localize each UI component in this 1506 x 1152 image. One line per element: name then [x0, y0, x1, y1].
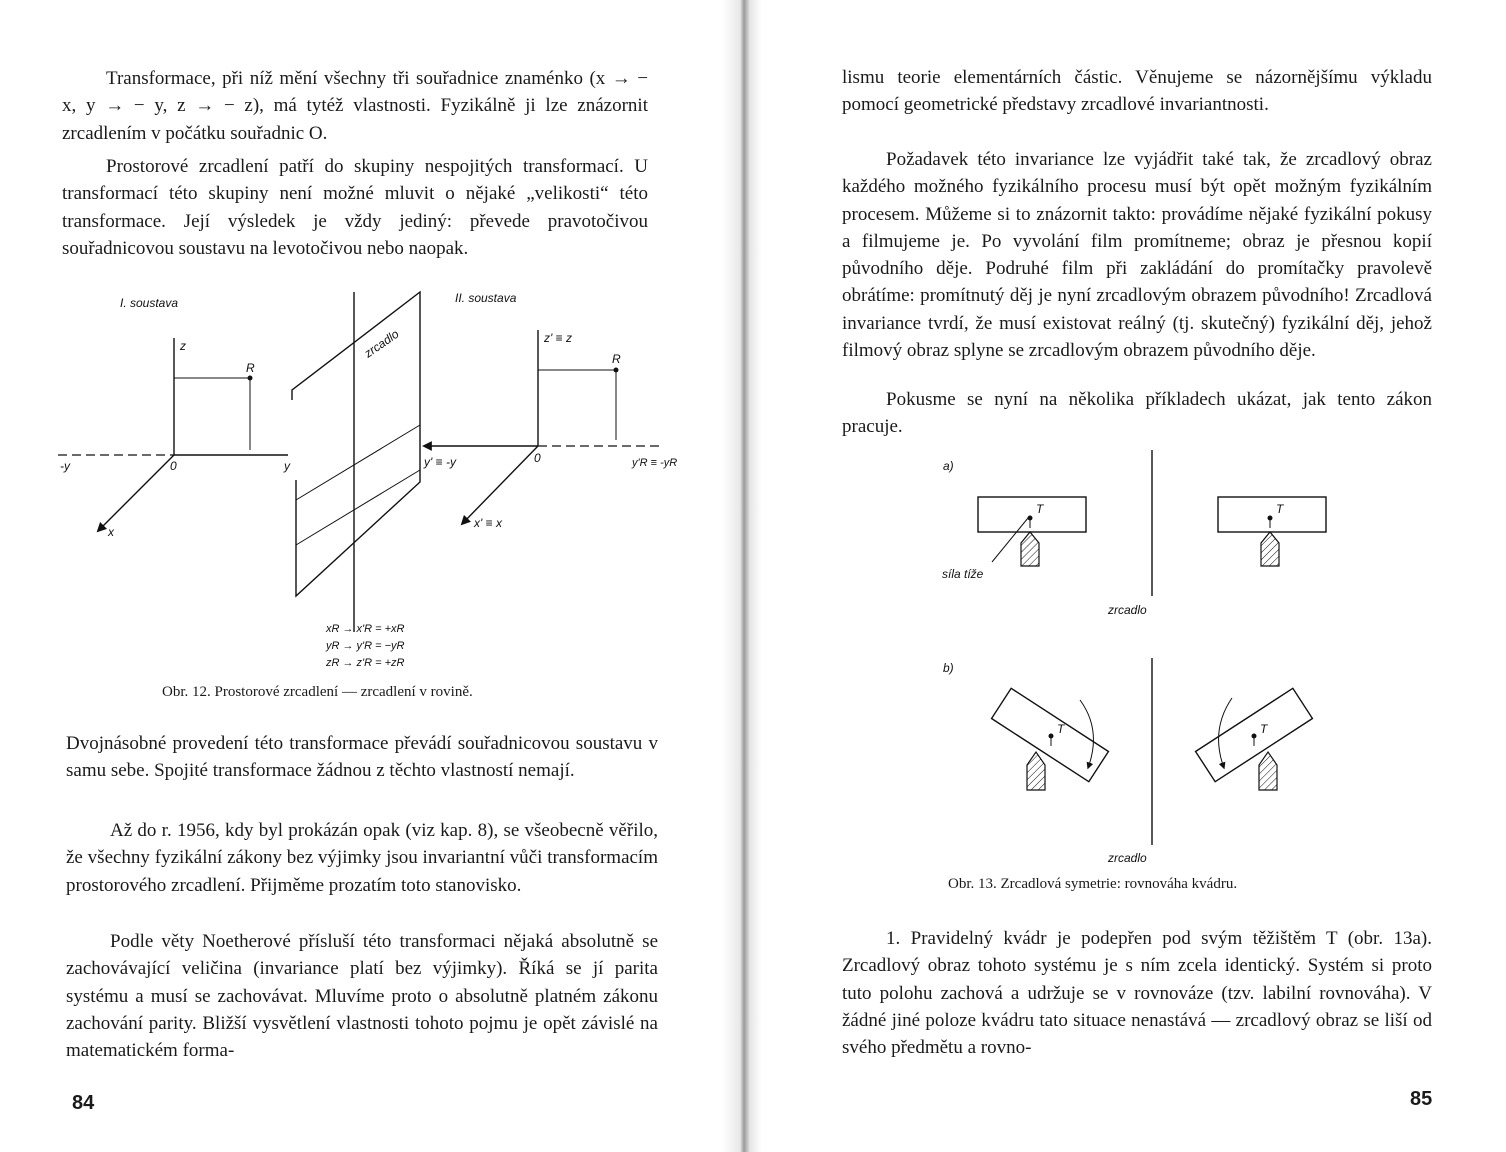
mirror-line — [296, 470, 420, 545]
figure-12 — [0, 0, 730, 690]
equation-3: zR → z'R = +zR — [326, 657, 405, 669]
support-right — [1261, 532, 1279, 566]
left-page — [0, 0, 730, 1152]
figure-12-caption: Obr. 12. Prostorové zrcadlení — zrcadlení v rovině. — [162, 684, 473, 700]
paragraph: Požadavek této invariance lze vyjádřit také tak, že zrcadlový obraz každého možného fyzikálního procesu musí být opět možným fyzikálním procesem. Můžeme si to znázornit takto: provádíme nějaké fyzikální pokusy a filmujeme je. Po vyvolání film promítneme; obraz je přesnou kopií původního děje. Podruhé film při zakládání do promítačky pravolevě obrátíme: promítnutý děj je nyní zrcadlovým obrazem původního! Zrcadlová invariance tvrdí, že musí existovat reálný (tj. skutečný) fyzikální děj, jehož filmový obraz splyne se zrcadlovým obrazem původního děje. — [842, 149, 1432, 362]
origin2-label: 0 — [534, 451, 541, 465]
label-a: a) — [943, 459, 954, 473]
point-r-label: R — [246, 361, 255, 375]
right-page — [760, 0, 1506, 1152]
point-r — [248, 376, 253, 381]
point-t-b-right: T — [1260, 722, 1268, 736]
paragraph: lismu teorie elementárních částic. Věnujeme se názornějšímu výkladu pomocí geometrické představy zrcadlové invariantnosti. — [842, 67, 1432, 116]
yr-label: y'R ≡ -yR — [632, 457, 678, 469]
axis-x2-label: x' ≡ x — [474, 516, 502, 530]
mirror-label-b: zrcadlo — [1108, 851, 1147, 865]
x2-axis — [462, 446, 538, 524]
figure-13 — [760, 0, 1506, 880]
axis-z2-label: z' ≡ z — [544, 331, 572, 345]
block-right — [1218, 497, 1326, 532]
mirror-line — [296, 425, 420, 500]
mirror-label-a: zrcadlo — [1108, 603, 1147, 617]
paragraph: Transformace, při níž mění všechny tři souřadnice znaménko (x → − x, y → − y, z → − z), má tytéž vlastnosti. Fyzikálně ji lze znázornit zrcadlením v počátku souřadnic O. — [62, 68, 648, 144]
system1-label: I. soustava — [120, 296, 179, 310]
point-t-right: T — [1276, 502, 1284, 516]
support-left — [1021, 532, 1039, 566]
axis-x-label: x — [108, 525, 114, 539]
point-t-left: T — [1036, 502, 1044, 516]
axis-z-label: z — [180, 339, 186, 353]
support-b-left — [1027, 752, 1045, 790]
paragraph: Dvojnásobné provedení této transformace převádí souřadnicovou soustavu v samu sebe. Spojité transformace žádnou z těchto vlastností nemají. — [66, 733, 658, 782]
label-b: b) — [943, 661, 954, 675]
force-label: síla tíže — [942, 567, 984, 581]
equation-1: xR → x'R = +xR — [326, 623, 405, 635]
paragraph: 1. Pravidelný kvádr je podepřen pod svým těžištěm T (obr. 13a). Zrcadlový obraz tohoto systému je s ním zcela identický. Systém si proto tuto polohu zachová a udržuje se v rovnováze (tzv. labilní rovnováha). V žádné jiné poloze kvádru tato situace nenastává — zrcadlový obraz se liší od svého předmětu a rovno- — [842, 928, 1432, 1059]
paragraph: Podle věty Noetherové přísluší této transformaci nějaká absolutně se zachovávající veličina (invariance platí bez výjimky). Říká se jí parita systému a musí se zachovávat. Mluvíme proto o absolutně platném zákonu zachování parity. Bližší vysvětlení vlastnosti tohoto pojmu je opět závislé na matematickém forma- — [66, 931, 658, 1062]
paragraph: Až do r. 1956, kdy byl prokázán opak (viz kap. 8), se všeobecně věřilo, že všechny fyzikální zákony bez výjimky jsou invariantní vůči transformacím prostorového zrcadlení. Přijměme prozatím toto stanovisko. — [66, 820, 658, 896]
paragraph: Pokusme se nyní na několika příkladech ukázat, jak tento zákon pracuje. — [842, 389, 1432, 438]
page-number: 85 — [1410, 1088, 1433, 1110]
paragraph: Prostorové zrcadlení patří do skupiny nespojitých transformací. U transformací této skupiny není možné mluvit o nějaké „velikosti“ této transformace. Její výsledek je vždy jediný: převede pravotočivou souřadnicovou soustavu na levotočivou nebo naopak. — [62, 156, 648, 259]
support-b-right — [1259, 752, 1277, 790]
point-r2-label: R — [612, 352, 621, 366]
point-r-box — [174, 378, 250, 450]
block-left — [978, 497, 1086, 532]
axis-y-label: y — [284, 459, 290, 473]
figure-13-caption: Obr. 13. Zrcadlová symetrie: rovnováha kvádru. — [948, 876, 1238, 892]
axis-minus-y-label: -y — [60, 459, 70, 473]
axis-y2-label: y' ≡ -y — [424, 455, 456, 469]
equation-2: yR → y'R = −yR — [326, 640, 405, 652]
system2-label: II. soustava — [455, 291, 517, 305]
origin-label: 0 — [170, 459, 177, 473]
mirror-label: zrcadlo — [361, 326, 402, 361]
page-number: 84 — [72, 1092, 95, 1114]
x-axis — [98, 455, 174, 531]
point-r2 — [614, 368, 619, 373]
point-t-b-left: T — [1057, 722, 1065, 736]
point-r2-box — [538, 370, 616, 440]
